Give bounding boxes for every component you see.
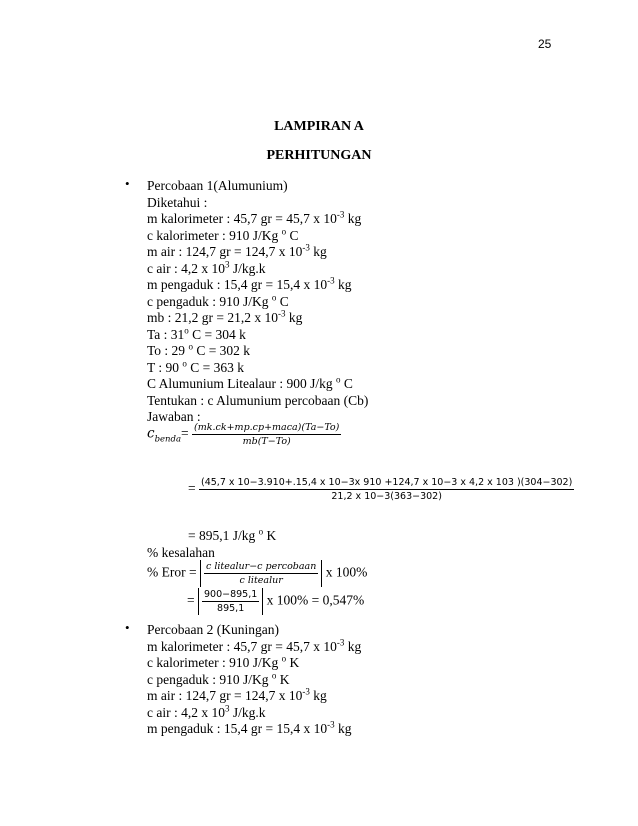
page-number: 25: [538, 37, 552, 51]
error-calculation: = $\frac{900-895,1}{895,1}$ x 100% = 0,547%: [187, 589, 365, 614]
given-line: To : 29 $^o$ C = 302 k: [147, 341, 251, 358]
given-line: c kalorimeter : 910 J/Kg $^o$ K: [147, 653, 300, 670]
formula-fraction: $\frac{\text{(mk.ck+mp.cp+maca)(Ta−To)}}{mb(T-To)}$: [194, 422, 340, 447]
given-line: c pengaduk : 910 J/Kg $^o$ C: [147, 292, 289, 309]
given-line: m pengaduk : 15,4 gr = 15,4 x $10^{-3}$ kg: [147, 719, 352, 736]
answer-label: Jawaban :: [147, 409, 201, 424]
given-line: m air : 124,7 gr = 124,7 x $10^{-3}$ kg: [147, 242, 327, 259]
given-line: m kalorimeter : 45,7 gr = 45,7 x $10^{-3}$ kg: [147, 209, 362, 226]
given-line: c pengaduk : 910 J/Kg $^o$ K: [147, 670, 290, 687]
given-line: m kalorimeter : 45,7 gr = 45,7 x $10^{-3}$ kg: [147, 637, 362, 654]
given-line: C Alumunium Litealaur : 900 J/kg $^o$ C: [147, 374, 353, 391]
given-line: c kalorimeter : 910 J/Kg $^o$ C: [147, 226, 299, 243]
calculation-line: = (45,7 x 10−3.910+.15,4 x 10−3x 910 +124,7 x 10−3 x 4,2 x 103 )(304−302) 21,2 x 10−3(363−302): [188, 477, 573, 502]
appendix-heading: LAMPIRAN A: [274, 119, 364, 134]
given-line: T : 90 $^o$ C = 363 k: [147, 358, 245, 375]
bullet-icon: •: [125, 176, 130, 191]
given-line: m pengaduk : 15,4 gr = 15,4 x $10^{-3}$ kg: [147, 275, 352, 292]
given-line: c air : 4,2 x $10^3$ J/kg.k: [147, 259, 266, 276]
task-line: Tentukan : c Alumunium percobaan (Cb): [147, 393, 369, 408]
formula-line: $c_{benda}=$ $\frac{\text{(mk.ck+mp.cp+maca)(Ta−To)}}{mb(T-To)}$: [147, 422, 340, 447]
known-label: Diketahui :: [147, 195, 208, 210]
given-line: m air : 124,7 gr = 124,7 x $10^{-3}$ kg: [147, 686, 327, 703]
result-line: = 895,1 J/kg $^o$ K: [188, 526, 277, 543]
section-heading: PERHITUNGAN: [266, 148, 372, 163]
experiment-1-title: Percobaan 1(Alumunium): [147, 178, 288, 193]
error-formula: % Eror = $\frac{\text{c litealur−c percobaan}}{\text{c litealur}}$ x 100%: [147, 561, 368, 586]
bullet-icon: •: [125, 620, 130, 635]
calculation-fraction: (45,7 x 10−3.910+.15,4 x 10−3x 910 +124,7 x 10−3 x 4,2 x 103 )(304−302) 21,2 x 10−3(363−302): [201, 477, 573, 502]
given-line: mb : 21,2 gr = 21,2 x $10^{-3}$ kg: [147, 308, 303, 325]
experiment-2-title: Percobaan 2 (Kuningan): [147, 622, 279, 637]
error-label: % kesalahan: [147, 545, 215, 560]
given-line: c air : 4,2 x $10^3$ J/kg.k: [147, 703, 266, 720]
given-line: Ta : 31$^o$ C = 304 k: [147, 325, 246, 342]
